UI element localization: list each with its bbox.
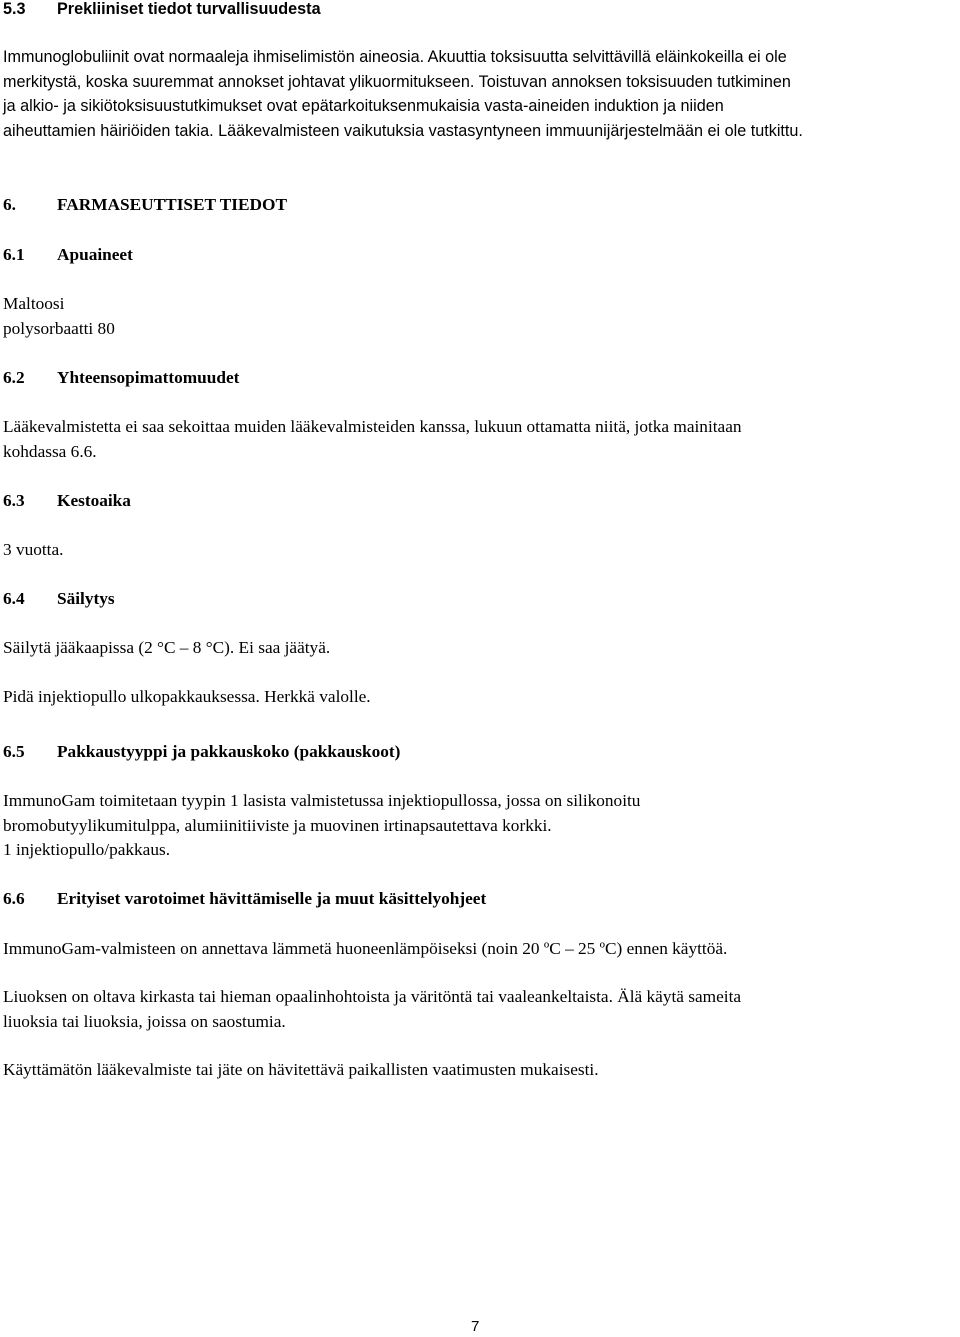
- storage-text-1: Säilytä jääkaapissa (2 °C – 8 °C). Ei saa jäätyä.: [3, 638, 331, 657]
- heading-6-6: 6.6 Erityiset varotoimet hävittämiselle ja muut käsittelyohjeet: [3, 889, 487, 908]
- storage-text-2: Pidä injektiopullo ulkopakkauksessa. Herkkä valolle.: [3, 687, 371, 706]
- heading-6-2: 6.2 Yhteensopimattomuudet: [3, 368, 240, 387]
- excipient-list: Maltoosi polysorbaatti 80: [3, 294, 115, 338]
- heading-6-3: 6.3 Kestoaika: [3, 491, 131, 510]
- paragraph-6-6-2: Liuoksen on oltava kirkasta tai hieman opaalinhohtoista ja väritöntä tai vaaleankeltaista. Älä käytä sameita liuoksia tai liuoksia, joissa on saostumia.: [3, 987, 742, 1031]
- heading-6-1: 6.1 Apuaineet: [3, 245, 133, 264]
- page-number: 7: [471, 1318, 480, 1335]
- paragraph-6-2: Lääkevalmistetta ei saa sekoittaa muiden lääkevalmisteiden kanssa, lukuun ottamatta niitä, jotka mainitaan kohdassa 6.6.: [3, 417, 742, 461]
- paragraph-6-5: ImmunoGam toimitetaan tyypin 1 lasista valmistetussa injektiopullossa, jossa on silikonoitu bromobutyylikumitulppa, alumiinitiiviste ja muovinen irtinapsautettava korkki. 1 injektiopullo/pakkaus.: [3, 791, 641, 860]
- paragraph-6-6-3: Käyttämätön lääkevalmiste tai jäte on hävitettävä paikallisten vaatimusten mukaisesti.: [3, 1060, 599, 1079]
- paragraph-5-3: Immunoglobuliinit ovat normaaleja ihmiselimistön aineosia. Akuuttia toksisuutta selvittävillä eläinkokeilla ei ole merkitystä, koska suuremmat annokset johtavat ylikuormitukseen. Toistuvan annoksen toksisuuden tutkiminen ja alkio- ja sikiötoksisuustutkimukset ovat epätarkoituksenmukaisia vasta-aineiden induktion ja niiden aiheuttamien häiriöiden takia. Lääkevalmisteen vaikutuksia vastasyntyneen immuunijärjestelmään ei ole tutkittu.: [3, 48, 803, 141]
- heading-5-3: 5.3 Prekliiniset tiedot turvallisuudesta: [3, 0, 321, 18]
- shelf-life-text: 3 vuotta.: [3, 540, 64, 559]
- heading-6-4: 6.4 Säilytys: [3, 589, 115, 608]
- paragraph-6-6-1: ImmunoGam-valmisteen on annettava lämmetä huoneenlämpöiseksi (noin 20 ºC – 25 ºC) ennen käyttöä.: [3, 939, 728, 958]
- heading-6-5: 6.5 Pakkaustyyppi ja pakkauskoko (pakkauskoot): [3, 742, 401, 761]
- heading-6: 6. FARMASEUTTISET TIEDOT: [3, 195, 288, 214]
